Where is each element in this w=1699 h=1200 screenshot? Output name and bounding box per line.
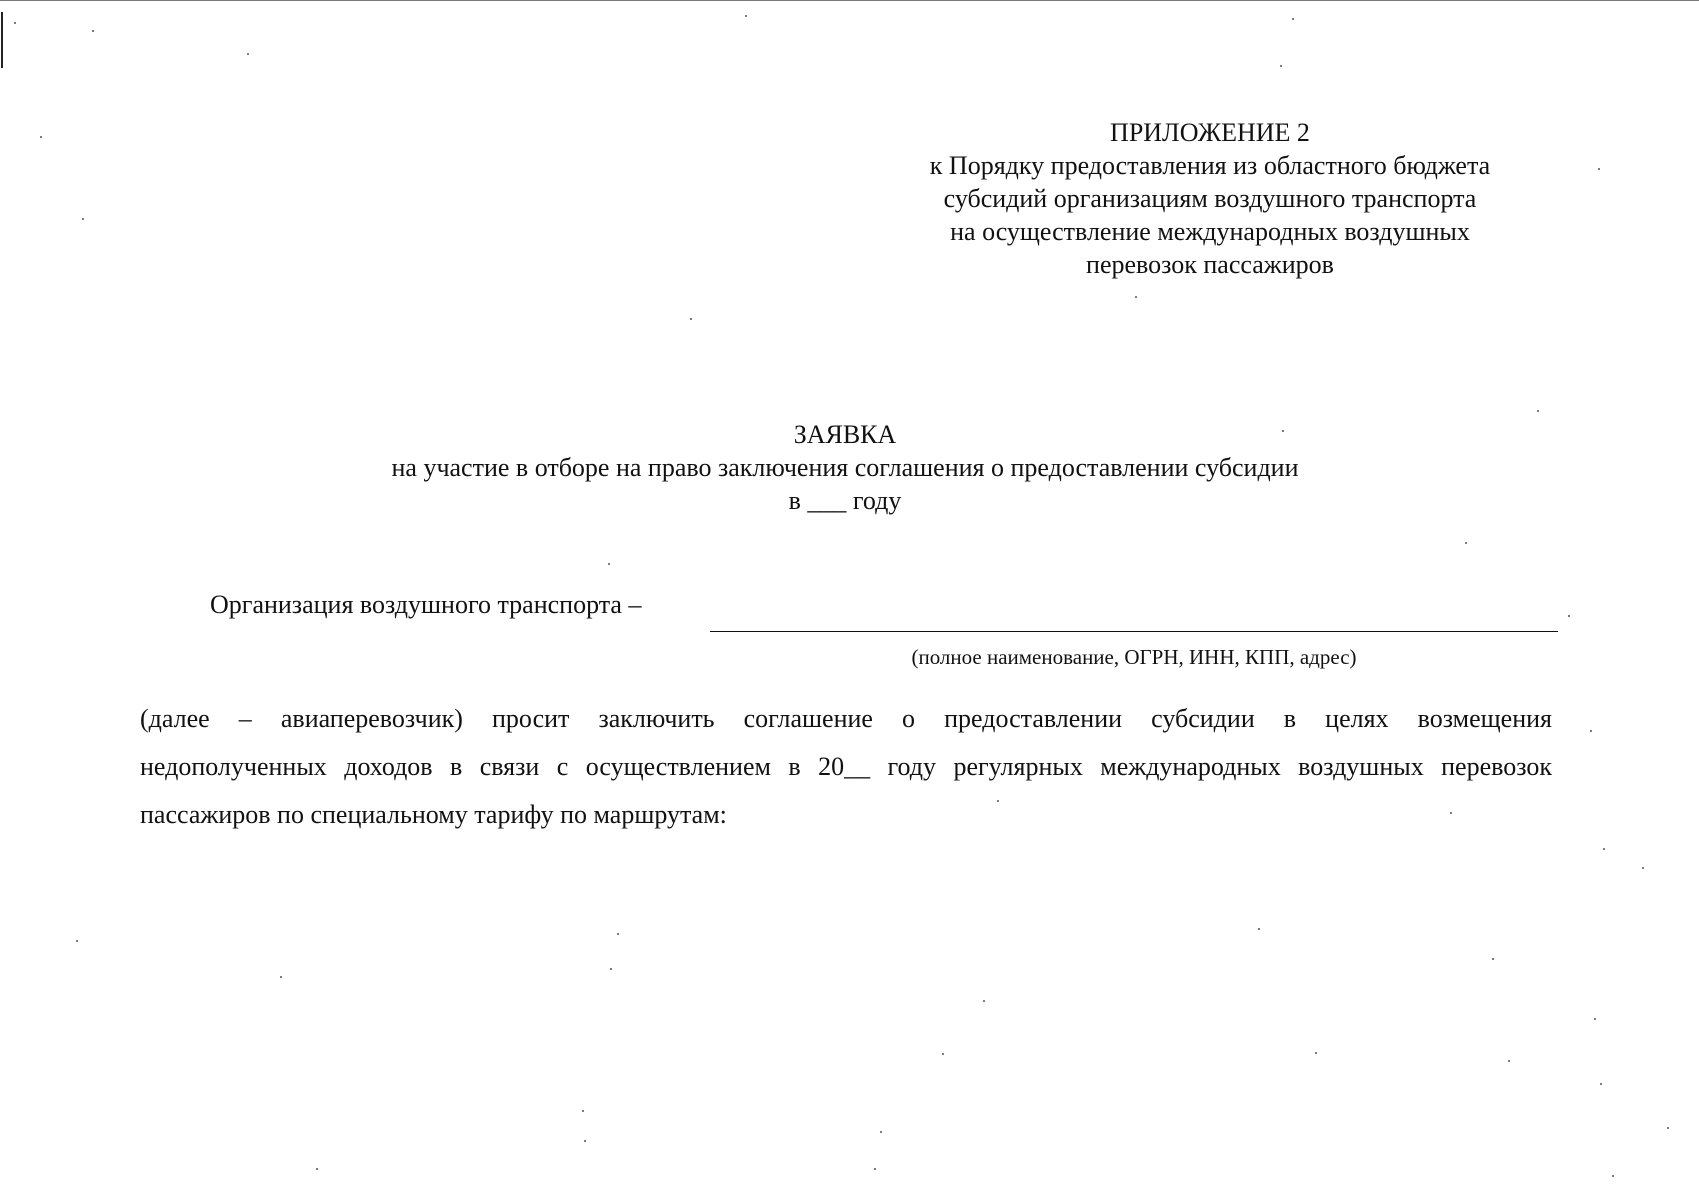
application-year-line: в ___ году <box>788 486 902 515</box>
scan-speck <box>690 318 692 320</box>
scan-speck <box>92 30 94 32</box>
appendix-line: к Порядку предоставления из областного бюджета <box>929 151 1491 180</box>
scan-speck <box>745 15 747 17</box>
scan-speck <box>280 976 282 978</box>
scan-speck <box>1612 1175 1614 1177</box>
scan-speck <box>1600 1083 1602 1085</box>
scan-speck <box>584 1140 586 1142</box>
scan-speck <box>608 563 610 565</box>
scan-top-border <box>0 0 1699 1</box>
scan-speck <box>1258 928 1260 930</box>
appendix-line: субсидий организациям воздушного транспорта <box>943 184 1477 213</box>
organization-hint: (полное наименование, ОГРН, ИНН, КПП, адрес) <box>911 645 1357 669</box>
scan-speck <box>582 1110 584 1112</box>
application-title: ЗАЯВКА <box>793 420 897 449</box>
scan-speck <box>880 1131 882 1133</box>
scan-speck <box>1594 1018 1596 1020</box>
scan-speck <box>1282 430 1284 432</box>
scan-speck <box>1667 1127 1669 1129</box>
application-heading <box>250 418 1440 517</box>
body-paragraph <box>140 695 1552 839</box>
scan-speck <box>14 22 16 24</box>
scan-speck <box>1135 296 1137 298</box>
scan-speck <box>1292 18 1294 20</box>
body-line: (далее – авиаперевозчик) просит заключить соглашение о предоставлении субсидии в целях возмещения <box>140 704 1552 733</box>
scan-speck <box>247 53 249 55</box>
scan-speck <box>1315 1052 1317 1054</box>
scan-speck <box>1492 958 1494 960</box>
scan-speck <box>1568 615 1570 617</box>
scan-speck <box>942 1053 944 1055</box>
scan-left-mark <box>1 12 3 68</box>
appendix-line: перевозок пассажиров <box>1086 250 1334 279</box>
scan-speck <box>1598 168 1600 170</box>
scan-speck <box>874 1168 876 1170</box>
scan-speck <box>1590 730 1592 732</box>
scan-speck <box>1642 867 1644 869</box>
scan-speck <box>1537 410 1539 412</box>
scan-speck <box>1603 848 1605 850</box>
scan-speck <box>1450 812 1452 814</box>
scan-speck <box>1508 1060 1510 1062</box>
scan-speck <box>76 940 78 942</box>
scan-speck <box>82 218 84 220</box>
scan-speck <box>1280 65 1282 67</box>
body-line: недополученных доходов в связи с осуществлением в 20__ году регулярных международных воздушных перевозок <box>140 752 1552 781</box>
appendix-title: ПРИЛОЖЕНИЕ 2 <box>1110 118 1310 147</box>
organization-label: Организация воздушного транспорта – <box>210 590 642 619</box>
scan-speck <box>997 800 999 802</box>
scan-speck <box>316 1168 318 1170</box>
scan-speck <box>610 968 612 970</box>
scan-speck <box>40 136 42 138</box>
appendix-line: на осуществление международных воздушных <box>950 217 1470 246</box>
scan-speck <box>1465 542 1467 544</box>
body-line: пассажиров по специальному тарифу по маршрутам: <box>140 800 727 829</box>
scan-speck <box>617 933 619 935</box>
organization-fill-line <box>710 631 1558 632</box>
application-subtitle: на участие в отборе на право заключения соглашения о предоставлении субсидии <box>391 453 1299 482</box>
appendix-block <box>880 116 1540 281</box>
scan-speck <box>983 1000 985 1002</box>
